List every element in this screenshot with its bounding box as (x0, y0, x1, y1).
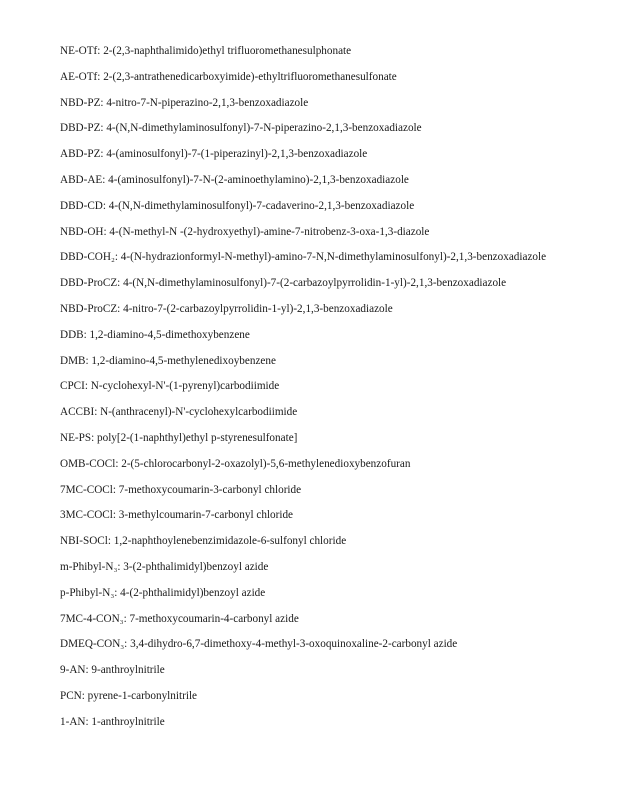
abbreviation: OMB-COCl: (60, 457, 119, 470)
abbreviation: ABD-PZ: (60, 148, 104, 161)
list-item (60, 250, 580, 264)
list-item (60, 96, 580, 110)
definition: 9-anthroylnitrile (91, 664, 165, 677)
definition: 4-(N,N-dimethylaminosulfonyl)-7-(2-carbazoylpyrrolidin-1-yl)-2,1,3-benzoxadiazole (123, 277, 507, 290)
list-item (60, 612, 580, 626)
definition: 3-methylcoumarin-7-carbonyl chloride (118, 509, 294, 522)
definition: N-(anthracenyl)-N'-cyclohexylcarbodiimide (100, 406, 298, 419)
abbreviation: NBI-SOCl: (60, 535, 111, 548)
definition: 4-(2-phthalimidyl)benzoyl azide (120, 586, 266, 599)
definition: 3-(2-phthalimidyl)benzoyl azide (123, 560, 269, 573)
abbreviation: DMB: (60, 354, 89, 367)
definition: 1-anthroylnitrile (91, 715, 165, 728)
abbreviation: NBD-ProCZ: (60, 302, 121, 315)
definition: 4-nitro-7-N-piperazino-2,1,3-benzoxadiazole (106, 96, 309, 109)
definition: 1,2-naphthoylenebenzimidazole-6-sulfonyl chloride (113, 535, 347, 548)
abbreviation: NE-OTf: (60, 45, 101, 57)
definition: 4-(N-hydrazionformyl-N-methyl)-amino-7-N,N-dimethylaminosulfonyl)-2,1,3-benzoxadiazole (120, 251, 547, 264)
abbreviation: 9-AN: (60, 664, 89, 677)
list-item (60, 534, 580, 548)
definition: N-cyclohexyl-N'-(1-pyrenyl)carbodiimide (90, 380, 280, 393)
definition: 4-(aminosulfonyl)-7-(1-piperazinyl)-2,1,3-benzoxadiazole (106, 148, 368, 161)
abbreviation: ACCBI: (60, 406, 98, 419)
list-item (60, 302, 580, 316)
list-item (60, 199, 580, 213)
list-item (60, 560, 580, 574)
definition: poly[2-(1-naphthyl)ethyl p-styrenesulfonate] (97, 431, 298, 444)
list-item (60, 457, 580, 471)
abbreviation: DBD-COH₂: (60, 251, 118, 264)
definition: 1,2-diamino-4,5-dimethoxybenzene (89, 328, 250, 341)
list-item (60, 328, 580, 342)
abbreviation: 3MC-COCl: (60, 509, 116, 522)
definition: 1,2-diamino-4,5-methylenedixoybenzene (91, 354, 276, 367)
abbreviation: NBD-PZ: (60, 96, 104, 109)
definition: 4-(N-methyl-N -(2-hydroxyethyl)-amine-7-nitrobenz-3-oxa-1,3-diazole (109, 225, 430, 238)
list-item (60, 70, 580, 84)
list-item (60, 689, 580, 703)
list-item (60, 354, 580, 368)
abbreviation: NE-PS: (60, 431, 95, 444)
abbreviation: PCN: (60, 689, 85, 702)
list-item (60, 121, 580, 135)
list-item (60, 147, 580, 161)
list-item (60, 225, 580, 239)
list-item (60, 586, 580, 600)
abbreviation: 7MC-COCl: (60, 483, 116, 496)
definition: 4-(aminosulfonyl)-7-N-(2-aminoethylamino)-2,1,3-benzoxadiazole (108, 173, 409, 186)
abbreviation-list (60, 44, 580, 741)
abbreviation: ABD-AE: (60, 173, 106, 186)
list-item (60, 173, 580, 187)
abbreviation: m-Phibyl-N₃: (60, 560, 121, 573)
abbreviation: DMEQ-CON₃: (60, 638, 128, 651)
abbreviation: 1-AN: (60, 715, 89, 728)
abbreviation: DDB: (60, 328, 87, 341)
abbreviation: 7MC-4-CON₃: (60, 612, 127, 625)
list-item (60, 663, 580, 677)
abbreviation: DBD-ProCZ: (60, 277, 121, 290)
definition: 7-methoxycoumarin-3-carbonyl chloride (118, 483, 302, 496)
list-item (60, 276, 580, 290)
definition: 4-nitro-7-(2-carbazoylpyrrolidin-1-yl)-2,1,3-benzoxadiazole (123, 302, 393, 315)
list-item (60, 44, 580, 58)
list-item (60, 379, 580, 393)
abbreviation: NBD-OH: (60, 225, 107, 238)
abbreviation: AE-OTf: (60, 70, 101, 83)
list-item (60, 637, 580, 651)
definition: pyrene-1-carbonylnitrile (87, 689, 198, 702)
definition: 7-methoxycoumarin-4-carbonyl azide (129, 612, 299, 625)
list-item (60, 483, 580, 497)
definition: 4-(N,N-dimethylaminosulfonyl)-7-N-piperazino-2,1,3-benzoxadiazole (106, 122, 422, 135)
abbreviation: p-Phibyl-N₃: (60, 586, 118, 599)
definition: 2-(5-chlorocarbonyl-2-oxazolyl)-5,6-methylenedioxybenzofuran (121, 457, 411, 470)
list-item (60, 431, 580, 445)
definition: 2-(2,3-naphthalimido)ethyl trifluoromethanesulphonate (103, 45, 352, 57)
list-item (60, 508, 580, 522)
abbreviation: CPCI: (60, 380, 88, 393)
definition: 2-(2,3-antrathenedicarboxyimide)-ethyltrifluoromethanesulfonate (103, 70, 397, 83)
abbreviation: DBD-PZ: (60, 122, 104, 135)
abbreviation: DBD-CD: (60, 199, 106, 212)
list-item (60, 715, 580, 729)
definition: 3,4-dihydro-6,7-dimethoxy-4-methyl-3-oxoquinoxaline-2-carbonyl azide (130, 638, 458, 651)
list-item (60, 405, 580, 419)
definition: 4-(N,N-dimethylaminosulfonyl)-7-cadaverino-2,1,3-benzoxadiazole (108, 199, 415, 212)
